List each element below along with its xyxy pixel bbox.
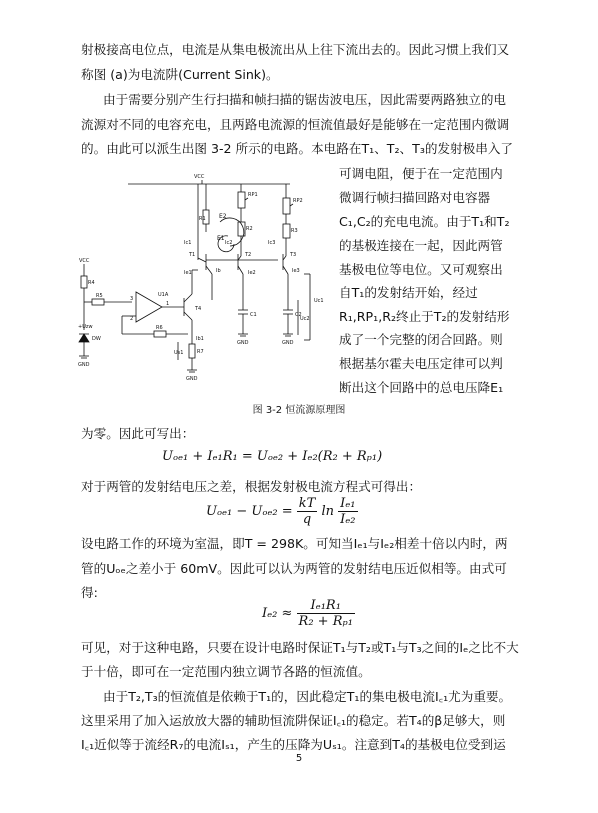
uc2-label: Uc2: [300, 316, 310, 322]
equation: Uₒₑ₁ + Iₑ₁R₁ = Uₒₑ₂ + Iₑ₂(R₂ + Rₚ₁): [162, 449, 383, 464]
ie3-label: Ie3: [292, 268, 300, 274]
circuit-diagram: [78, 170, 334, 392]
text-line: 的。由此可以派生出图 3-2 所示的电路。本电路在T₁、T₂、T₃的发射极串入了: [81, 141, 514, 156]
ib-label: Ib: [216, 268, 221, 274]
pin-label: 1: [166, 301, 170, 307]
text-line: 成了一个完整的闭合回路。则: [339, 332, 503, 347]
fraction: [338, 496, 357, 527]
text-line: 称图 (a)为电流阱(Current Sink)。: [81, 67, 279, 82]
eq-lhs: Iₑ₂ ≈: [262, 606, 293, 621]
vcc-label: VCC: [79, 258, 90, 264]
figure-caption: 图 3-2 恒流源原理图: [252, 405, 346, 416]
e1-label: E1: [217, 235, 225, 242]
fraction: [297, 598, 355, 629]
text-line: 基极电位等电位。又可观察出: [339, 262, 503, 277]
denominator: R₂ + Rₚ₁: [298, 614, 353, 629]
text-line: 可调电阻，便于在一定范围内: [339, 166, 503, 181]
ic3-label: Ic3: [268, 240, 276, 246]
r6-label: R6: [156, 325, 163, 331]
uc1-label: Uc1: [314, 298, 324, 304]
dw-label: DW: [92, 336, 101, 342]
equation: [206, 496, 358, 527]
text-line: 于十倍，即可在一定范围内独立调节各路的恒流值。: [81, 664, 371, 679]
r7-label: R7: [197, 349, 204, 355]
text-line: 的基极连接在一起，因此两管: [339, 238, 503, 253]
gnd-label: GND: [78, 362, 90, 368]
text-line: 可见，对于这种电路，只要在设计电路时保证T₁与T₂或T₁与T₃之间的Iₑ之比不大: [81, 640, 519, 655]
ln: ln: [321, 504, 334, 519]
denominator: Iₑ₂: [340, 512, 356, 527]
ub1-label: Us1: [174, 350, 184, 356]
denominator: q: [302, 512, 312, 527]
gnd-label: GND: [237, 340, 249, 346]
vcc-label: VCC: [194, 174, 205, 180]
text-line: 射极接高电位点，电流是从集电极流出从上往下流出去的。因此习惯上我们又: [81, 42, 510, 57]
ib1-label: Ib1: [196, 336, 204, 342]
rp1-label: RP1: [248, 192, 258, 198]
text-line: 微调行帧扫描回路对电容器: [339, 190, 491, 205]
text-line: 设电路工作的环境为室温，即T = 298K。可知当Iₑ₁与Iₑ₂相差十倍以内时，两: [81, 536, 508, 551]
r3-label: R3: [291, 228, 298, 234]
u1a-label: U1A: [158, 292, 169, 298]
gnd-label: GND: [186, 376, 198, 382]
e2-label: E2: [219, 213, 227, 220]
text-line: 断出这个回路中的总电压降E₁: [339, 380, 504, 395]
t2-label: T2: [245, 252, 252, 258]
ie1-label: Ie1: [184, 270, 192, 276]
equation: [262, 598, 355, 629]
text-line: 流源对不同的电容充电，且两路电流源的恒流值最好是能够在一定范围内微调: [81, 117, 510, 132]
text-line: 自T₁的发射结开始，经过: [339, 285, 478, 300]
fraction: [297, 496, 318, 527]
eq-lhs: Uₒₑ₁ − Uₒₑ₂ =: [206, 504, 293, 519]
rp2-label: RP2: [293, 198, 303, 204]
numerator: Iₑ₁R₁: [297, 598, 355, 614]
text-line: 得:: [81, 585, 98, 600]
page-number: 5: [295, 753, 303, 764]
pin-label: 3: [130, 296, 134, 302]
text-line: 管的Uₒₑ之差小于 60mV。因此可以认为两管的发射结电压近似相等。由式可: [81, 561, 507, 576]
text-line: 为零。因此可写出：: [81, 426, 195, 441]
uzw-label: +Uzw: [78, 324, 93, 330]
text-line: 由于T₂,T₃的恒流值是依赖于T₁的，因此稳定T₁的集电极电流I꜀₁尤为重要。: [103, 689, 512, 704]
r2-label: R2: [246, 226, 253, 232]
ic2-label: Ic2: [225, 240, 233, 246]
text-line: 根据基尔霍夫电压定律可以判: [339, 356, 503, 371]
ic1-label: Ic1: [184, 240, 192, 246]
ie2-label: Ie2: [248, 270, 256, 276]
text-line: R₁,RP₁,R₂终止于T₂的发射结形: [339, 309, 510, 324]
text-line: C₁,C₂的充电电流。由于T₁和T₂: [339, 214, 510, 229]
t4-label: T4: [195, 306, 202, 312]
pin-label: 2: [130, 316, 134, 322]
r1-label: R1: [199, 216, 206, 222]
numerator: kT: [298, 496, 316, 511]
r4-label: R4: [88, 280, 95, 286]
c2-label: C2: [295, 312, 302, 318]
t1-label: T1: [189, 252, 196, 258]
text-line: 这里采用了加入运放放大器的辅助恒流阱保证I꜀₁的稳定。若T₄的β足够大，则: [81, 713, 506, 728]
numerator: Iₑ₁: [340, 496, 356, 511]
c1-label: C1: [250, 312, 257, 318]
text-line: I꜀₁近似等于流经R₇的电流Iₛ₁，产生的压降为Uₛ₁。注意到T₄的基极电位受到运: [81, 737, 506, 752]
gnd-label: GND: [282, 340, 294, 346]
t3-label: T3: [290, 252, 297, 258]
r5-label: R5: [96, 293, 103, 299]
text-line: 对于两管的发射结电压之差，根据发射极电流方程式可得出：: [81, 479, 422, 494]
text-line: 由于需要分别产生行扫描和帧扫描的锯齿波电压，因此需要两路独立的电: [103, 92, 506, 107]
